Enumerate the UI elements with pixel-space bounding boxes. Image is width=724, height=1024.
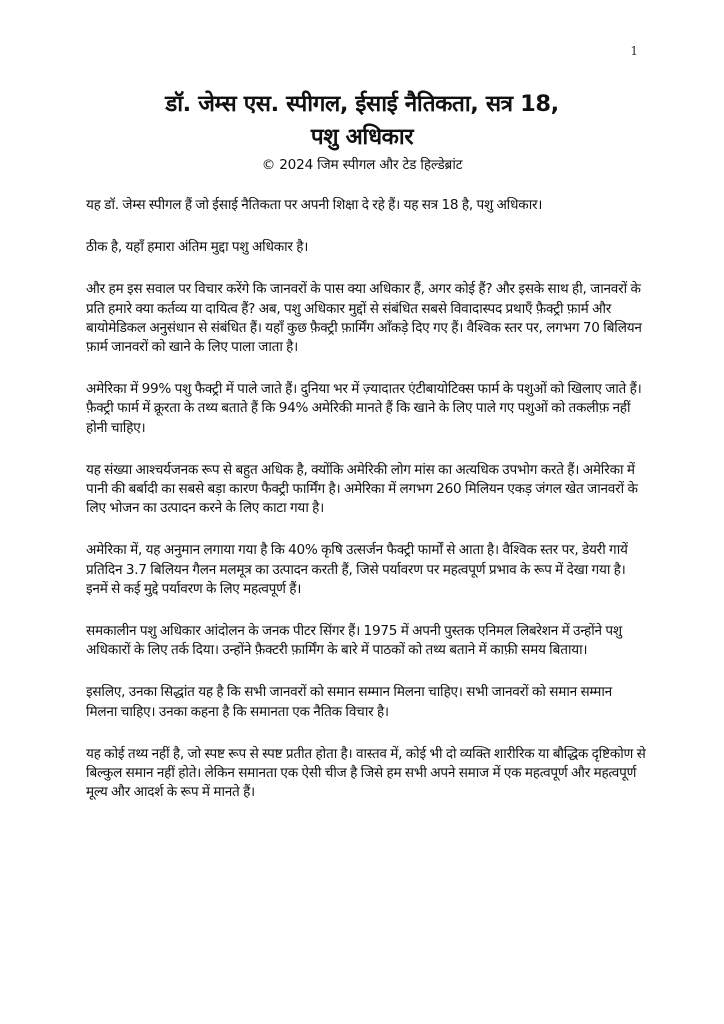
- page-title: [80, 88, 644, 154]
- paragraph: समकालीन पशु अधिकार आंदोलन के जनक पीटर सिंगर हैं। 1975 में अपनी पुस्तक एनिमल लिबरेशन में उन्होंने पशु अधिकारों के लिए तर्क दिया। उन्होंने फ़ैक्टरी फ़ार्मिंग के बारे में पाठकों को तथ्य बताने में काफ़ी समय बिताया।: [86, 623, 622, 659]
- paragraph: इसलिए, उनका सिद्धांत यह है कि सभी जानवरों को समान सम्मान मिलना चाहिए। सभी जानवरों को समान सम्मान मिलना चाहिए। उनका कहना है कि समानता एक नैतिक विचार है।: [86, 684, 612, 720]
- paragraph: यह संख्या आश्चर्यजनक रूप से बहुत अधिक है, क्योंकि अमेरिकी लोग मांस का अत्यधिक उपभोग करते हैं। अमेरिका में पानी की बर्बादी का सबसे बड़ा कारण फैक्ट्री फार्मिंग है। अमेरिका में लगभग 260 मिलियन एकड़ जंगल खेत जानवरों के लिए भोजन का उत्पादन करने के लिए काटा गया है।: [86, 461, 638, 517]
- document-header: [80, 88, 644, 175]
- paragraph: अमेरिका में 99% पशु फैक्ट्री में पाले जाते हैं। दुनिया भर में ज़्यादातर एंटीबायोटिक्स फार्म के पशुओं को खिलाए जाते हैं। फ़ैक्ट्री फार्म में क्रूरता के तथ्य बताते हैं कि 94% अमेरिकी मानते हैं कि खाने के लिए पाले गए पशुओं को तकलीफ़ नहीं होनी चाहिए।: [86, 381, 642, 436]
- paragraph: यह डॉ. जेम्स स्पीगल हैं जो ईसाई नैतिकता पर अपनी शिक्षा दे रहे हैं। यह सत्र 18 है, पशु अधिकार।: [86, 197, 543, 213]
- title-line-2: पशु अधिकार: [310, 124, 414, 150]
- title-line-1: डॉ. जेम्स एस. स्पीगल, ईसाई नैतिकता, सत्र 18,: [165, 91, 559, 117]
- copyright-notice: © 2024 जिम स्पीगल और टेड हिल्डेब्रांट: [261, 157, 463, 173]
- paragraph: यह कोई तथ्य नहीं है, जो स्पष्ट रूप से स्पष्ट प्रतीत होता है। वास्तव में, कोई भी दो व्यक्ति शारीरिक या बौद्धिक दृष्टिकोण से बिल्कुल समान नहीं होते। लेकिन समानता एक ऐसी चीज है जिसे हम सभी अपने समाज में एक महत्वपूर्ण और महत्वपूर्ण मूल्य और आदर्श के रूप में मानते हैं।: [86, 745, 646, 801]
- paragraph: ठीक है, यहाँ हमारा अंतिम मुद्दा पशु अधिकार है।: [86, 239, 309, 256]
- document-body: [86, 196, 646, 825]
- page-number: 1: [630, 44, 638, 58]
- paragraph: और हम इस सवाल पर विचार करेंगे कि जानवरों के पास क्या अधिकार हैं, अगर कोई हैं? और इसके साथ ही, जानवरों के प्रति हमारे क्या कर्तव्य या दायित्व हैं? अब, पशु अधिकार मुद्दों से संबंधित सबसे विवादास्पद प्रथाएँ फ़ैक्ट्री फ़ार्म और बायोमेडिकल अनुसंधान से संबंधित हैं। यहाँ कुछ फ़ैक्ट्री फ़ार्मिंग आँकड़े दिए गए हैं। वैश्विक स्तर पर, लगभग 70 बिलियन फ़ार्म जानवरों को खाने के लिए पाला जाता है।: [86, 281, 642, 356]
- paragraph: अमेरिका में, यह अनुमान लगाया गया है कि 40% कृषि उत्सर्जन फैक्ट्री फार्मों से आता है। वैश्विक स्तर पर, डेयरी गायें प्रतिदिन 3.7 बिलियन गैलन मलमूत्र का उत्पादन करती हैं, जिसे पर्यावरण पर महत्वपूर्ण प्रभाव के रूप में देखा गया है। इनमें से कई मुद्दे पर्यावरण के लिए महत्वपूर्ण हैं।: [86, 542, 628, 597]
